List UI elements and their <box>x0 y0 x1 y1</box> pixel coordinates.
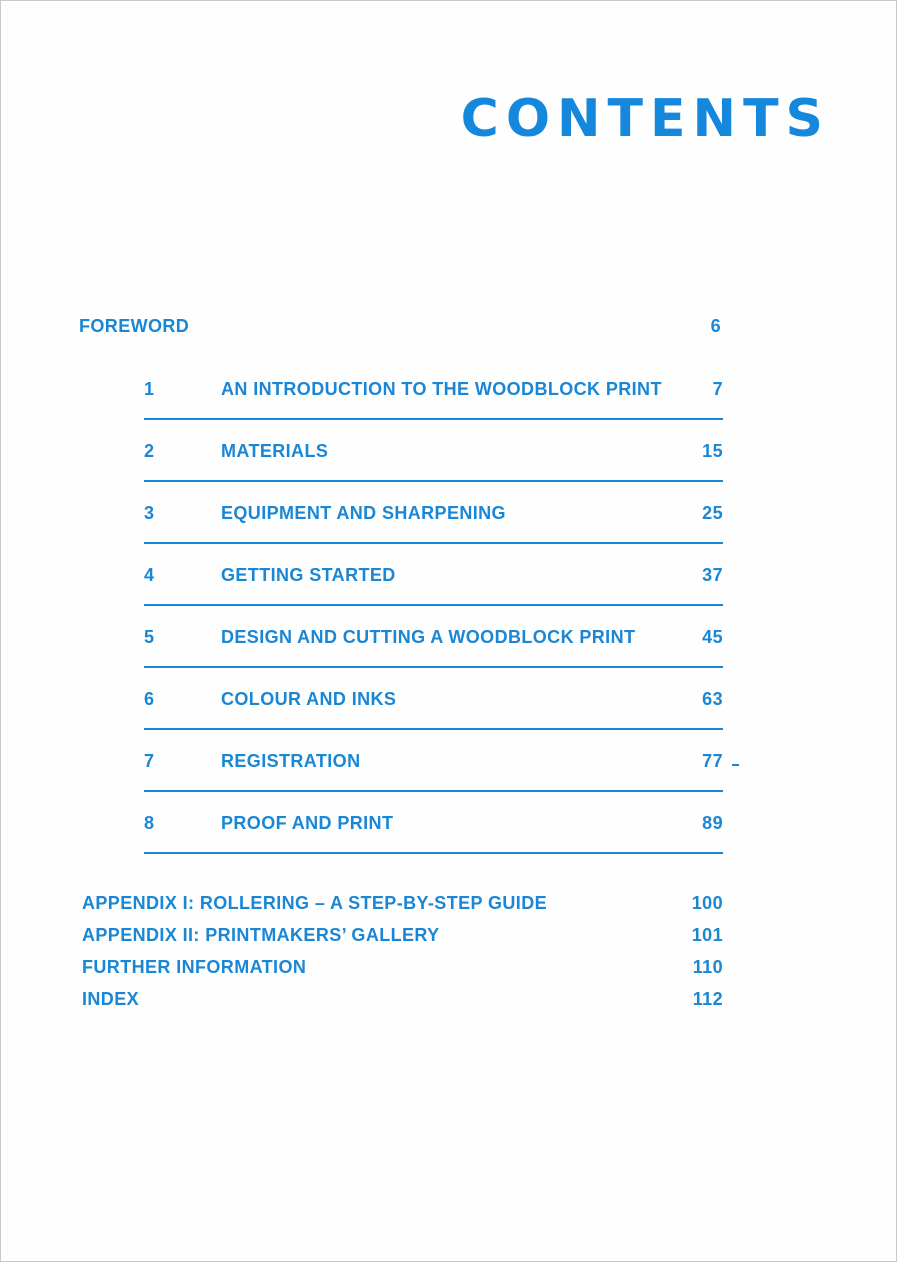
chapter-entry[interactable] <box>144 806 723 868</box>
page-title: CONTENTS <box>460 89 830 149</box>
chapter-number: 1 <box>144 379 155 399</box>
chapter-number: 6 <box>144 689 155 709</box>
chapter-entry[interactable] <box>144 372 723 434</box>
chapter-entry[interactable] <box>144 434 723 496</box>
appendix-title: FURTHER INFORMATION <box>82 957 307 977</box>
chapter-title: DESIGN AND CUTTING A WOODBLOCK PRINT <box>221 627 636 647</box>
chapter-title: PROOF AND PRINT <box>221 813 394 833</box>
chapter-page-number: 15 <box>702 441 723 461</box>
appendix-page-number: 112 <box>692 989 723 1009</box>
chapter-page-number: 77 <box>702 751 723 771</box>
divider-rule <box>144 790 723 792</box>
appendix-entry[interactable] <box>82 989 723 1021</box>
divider-rule <box>144 728 723 730</box>
chapter-entry[interactable] <box>144 744 723 806</box>
appendix-title: APPENDIX II: PRINTMAKERS’ GALLERY <box>82 925 440 945</box>
appendix-title: APPENDIX I: ROLLERING – A STEP-BY-STEP GUIDE <box>82 893 547 913</box>
chapter-title: EQUIPMENT AND SHARPENING <box>221 503 506 523</box>
appendix-page-number: 101 <box>691 925 723 945</box>
divider-rule <box>144 542 723 544</box>
appendix-entry[interactable] <box>82 893 723 925</box>
divider-rule <box>144 852 723 854</box>
chapter-title: GETTING STARTED <box>221 565 396 585</box>
foreword-entry[interactable] <box>79 316 721 340</box>
chapter-entry[interactable] <box>144 496 723 558</box>
chapter-page-number: 37 <box>702 565 723 585</box>
stray-mark <box>732 764 739 766</box>
chapter-title: MATERIALS <box>221 441 329 461</box>
chapter-page-number: 7 <box>712 379 723 399</box>
divider-rule <box>144 418 723 420</box>
chapter-number: 2 <box>144 441 155 461</box>
chapter-number: 5 <box>144 627 155 647</box>
divider-rule <box>144 666 723 668</box>
chapter-title: COLOUR AND INKS <box>221 689 397 709</box>
chapter-list <box>144 372 723 868</box>
foreword-page-number: 6 <box>710 316 721 336</box>
chapter-number: 4 <box>144 565 155 585</box>
appendix-list <box>82 893 723 1021</box>
divider-rule <box>144 480 723 482</box>
appendix-page-number: 110 <box>692 957 723 977</box>
appendix-entry[interactable] <box>82 957 723 989</box>
chapter-number: 3 <box>144 503 155 523</box>
chapter-entry[interactable] <box>144 558 723 620</box>
foreword-label: FOREWORD <box>79 316 190 336</box>
chapter-page-number: 45 <box>702 627 723 647</box>
chapter-title: REGISTRATION <box>221 751 361 771</box>
chapter-number: 8 <box>144 813 155 833</box>
chapter-title: AN INTRODUCTION TO THE WOODBLOCK PRINT <box>221 379 662 399</box>
divider-rule <box>144 604 723 606</box>
chapter-number: 7 <box>144 751 155 771</box>
chapter-entry[interactable] <box>144 620 723 682</box>
chapter-page-number: 63 <box>702 689 723 709</box>
appendix-entry[interactable] <box>82 925 723 957</box>
chapter-entry[interactable] <box>144 682 723 744</box>
chapter-page-number: 25 <box>702 503 723 523</box>
appendix-page-number: 100 <box>691 893 723 913</box>
appendix-title: INDEX <box>82 989 140 1009</box>
chapter-page-number: 89 <box>702 813 723 833</box>
